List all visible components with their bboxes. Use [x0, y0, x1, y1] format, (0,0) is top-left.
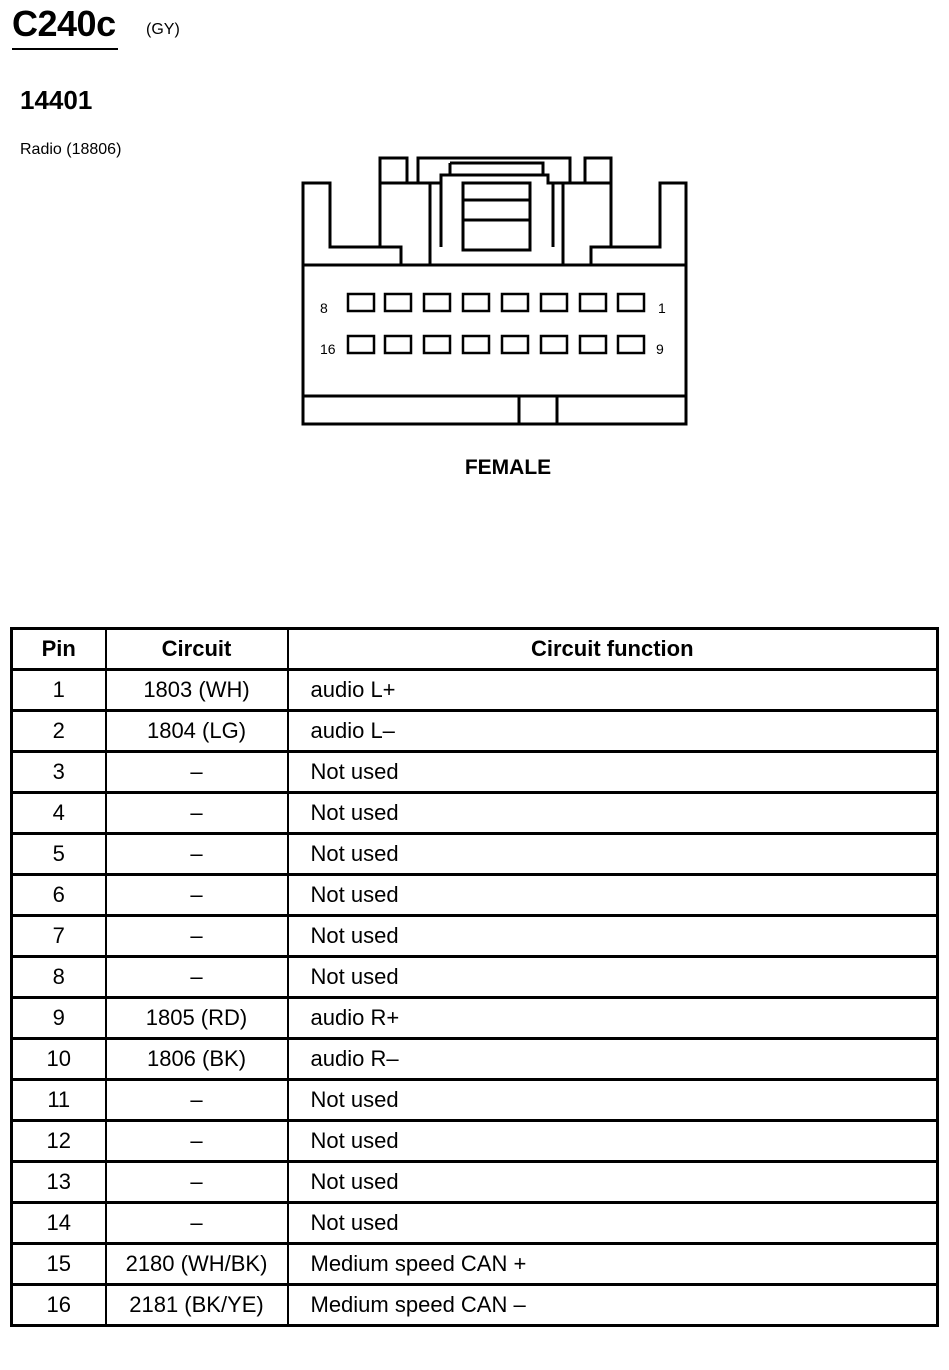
circuit-number: 1803 (WH) — [106, 670, 288, 711]
connector-id: C240c — [12, 3, 116, 44]
pin-cavity-top-2 — [385, 294, 411, 311]
connector-color-code: (GY) — [146, 21, 180, 38]
circuit-function: Medium speed CAN + — [288, 1244, 938, 1285]
table-row — [12, 1039, 938, 1080]
circuit-number: – — [106, 1162, 288, 1203]
table-row — [12, 957, 938, 998]
pin-number: 10 — [12, 1039, 106, 1080]
circuit-function: Not used — [288, 916, 938, 957]
pin-label-bottom-left: 16 — [320, 341, 336, 357]
table-row — [12, 711, 938, 752]
pin-number: 13 — [12, 1162, 106, 1203]
latch-tower-right — [563, 183, 611, 265]
circuit-function: Not used — [288, 834, 938, 875]
pinout-table — [10, 627, 939, 1327]
pin-number: 15 — [12, 1244, 106, 1285]
latch-bridge-inner — [450, 163, 543, 175]
latch-post-right — [585, 158, 611, 183]
release-tab — [463, 183, 530, 250]
circuit-function: Not used — [288, 1162, 938, 1203]
circuit-number: 1806 (BK) — [106, 1039, 288, 1080]
circuit-function: Not used — [288, 957, 938, 998]
pin-cavity-top-4 — [463, 294, 489, 311]
pin-number: 2 — [12, 711, 106, 752]
component-name: Radio (18806) — [20, 141, 122, 158]
circuit-number: – — [106, 793, 288, 834]
pin-cavity-bottom-6 — [541, 336, 567, 353]
table-row — [12, 998, 938, 1039]
circuit-number: 1805 (RD) — [106, 998, 288, 1039]
table-row — [12, 916, 938, 957]
circuit-function: audio L– — [288, 711, 938, 752]
pin-cavity-bottom-8 — [618, 336, 644, 353]
table-row — [12, 670, 938, 711]
pin-cavity-top-5 — [502, 294, 528, 311]
pin-number: 12 — [12, 1121, 106, 1162]
pin-cavity-bottom-7 — [580, 336, 606, 353]
circuit-number: – — [106, 834, 288, 875]
circuit-function: Not used — [288, 1203, 938, 1244]
header-circuit-function: Circuit function — [288, 629, 938, 670]
pin-cavity-bottom-4 — [463, 336, 489, 353]
pin-number: 1 — [12, 670, 106, 711]
connector-key-notch — [519, 396, 557, 424]
circuit-function: Not used — [288, 1121, 938, 1162]
pin-cavity-bottom-2 — [385, 336, 411, 353]
circuit-number: – — [106, 875, 288, 916]
pin-number: 4 — [12, 793, 106, 834]
circuit-function: Medium speed CAN – — [288, 1285, 938, 1326]
header-pin: Pin — [12, 629, 106, 670]
pin-label-top-left: 8 — [320, 300, 328, 316]
pin-cavity-top-6 — [541, 294, 567, 311]
circuit-function: Not used — [288, 1080, 938, 1121]
pin-number: 11 — [12, 1080, 106, 1121]
pin-number: 16 — [12, 1285, 106, 1326]
pin-cavity-top-7 — [580, 294, 606, 311]
pin-number: 8 — [12, 957, 106, 998]
table-row — [12, 1080, 938, 1121]
circuit-function: Not used — [288, 752, 938, 793]
pin-cavity-top-1 — [348, 294, 374, 311]
header-circuit: Circuit — [106, 629, 288, 670]
circuit-function: audio R+ — [288, 998, 938, 1039]
pin-number: 6 — [12, 875, 106, 916]
connector-face-diagram — [0, 0, 949, 500]
circuit-number: 1804 (LG) — [106, 711, 288, 752]
table-row — [12, 1121, 938, 1162]
circuit-number: – — [106, 916, 288, 957]
table-row — [12, 834, 938, 875]
table-row — [12, 1285, 938, 1326]
table-row — [12, 1244, 938, 1285]
circuit-number: – — [106, 957, 288, 998]
circuit-number: – — [106, 1121, 288, 1162]
circuit-number: – — [106, 1203, 288, 1244]
pin-label-bottom-right: 9 — [656, 341, 664, 357]
connector-gender-label: FEMALE — [464, 456, 552, 479]
pin-number: 14 — [12, 1203, 106, 1244]
circuit-function: Not used — [288, 793, 938, 834]
table-row — [12, 1162, 938, 1203]
circuit-function: Not used — [288, 875, 938, 916]
circuit-number: – — [106, 1080, 288, 1121]
pin-number: 7 — [12, 916, 106, 957]
circuit-function: audio L+ — [288, 670, 938, 711]
latch-tower-left — [380, 183, 430, 265]
table-row — [12, 1203, 938, 1244]
pin-cavity-bottom-1 — [348, 336, 374, 353]
circuit-number: – — [106, 752, 288, 793]
pin-label-top-right: 1 — [658, 300, 666, 316]
circuit-number: 2180 (WH/BK) — [106, 1244, 288, 1285]
circuit-function: audio R– — [288, 1039, 938, 1080]
table-header-row — [12, 629, 938, 670]
table-row — [12, 752, 938, 793]
pin-number: 5 — [12, 834, 106, 875]
latch-post-left — [380, 158, 407, 183]
pin-number: 3 — [12, 752, 106, 793]
table-row — [12, 793, 938, 834]
pin-cavity-bottom-5 — [502, 336, 528, 353]
part-number: 14401 — [20, 85, 93, 115]
pin-cavity-bottom-3 — [424, 336, 450, 353]
pin-number: 9 — [12, 998, 106, 1039]
pin-cavity-top-3 — [424, 294, 450, 311]
circuit-number: 2181 (BK/YE) — [106, 1285, 288, 1326]
pin-cavity-top-8 — [618, 294, 644, 311]
table-row — [12, 875, 938, 916]
